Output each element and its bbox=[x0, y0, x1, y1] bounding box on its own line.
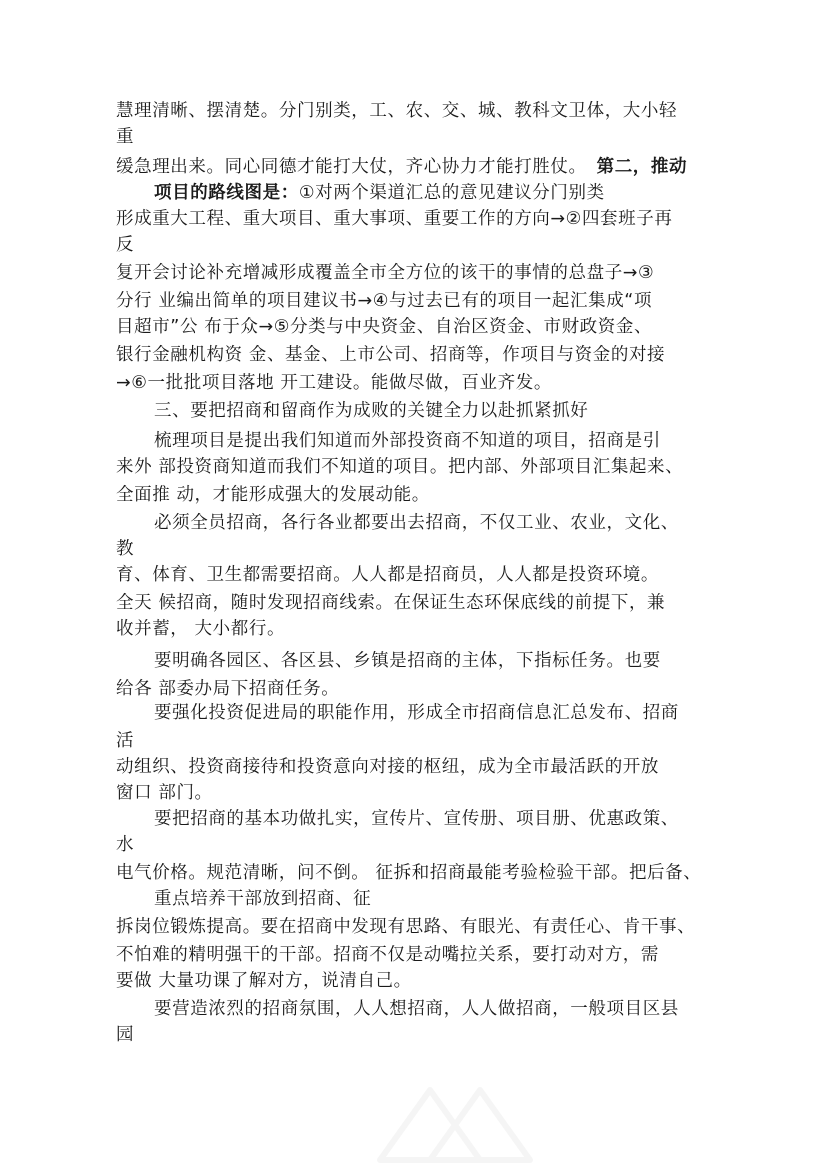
text-line: 给各 部委办局下招商任务。 bbox=[116, 679, 340, 699]
bold-heading-run: 第二，推动 bbox=[596, 157, 688, 177]
text-line: 育、体育、卫生都需要招商。人人都是招商员，人人都是投资环境。 bbox=[116, 565, 659, 585]
text-line: 必须全员招商，各行各业都要出去招商，不仅工业、农业，文化、 bbox=[154, 513, 679, 533]
text-line: 重 bbox=[116, 127, 135, 147]
text-line: 目超市”公 布于众→⑤分类与中央资金、自治区资金、市财政资金、 bbox=[116, 317, 653, 337]
text-line: 动组织、投资商接待和投资意向对接的枢纽，成为全市最活跃的开放 bbox=[116, 757, 659, 777]
text-line: 收并蓄， 大小都行。 bbox=[116, 619, 286, 639]
text-line: 慧理清晰、摆清楚。分门别类，工、农、交、城、教科文卫体，大小轻 bbox=[116, 101, 678, 121]
text-line: 不怕难的精明强干的干部。招商不仅是动嘴拉关系，要打动对方，需 bbox=[116, 945, 659, 965]
text-line: 全天 候招商，随时发现招商线索。在保证生态环保底线的前提下，兼 bbox=[116, 593, 666, 613]
text-line: 来外 部投资商知道而我们不知道的项目。把内部、外部项目汇集起来、 bbox=[116, 457, 684, 477]
text-line bbox=[116, 154, 687, 180]
text-line: 形成重大工程、重大项目、重大事项、重要工作的方向→②四套班子再 bbox=[116, 209, 673, 229]
text-run: 缓急理出来。同心同德才能打大仗，齐心协力才能打胜仗。 bbox=[116, 157, 587, 177]
text-line: 要明确各园区、各区县、乡镇是招商的主体，下指标任务。也要 bbox=[154, 651, 661, 671]
text-line bbox=[154, 180, 605, 206]
text-line: 电气价格。规范清晰，问不倒。 征拆和招商最能考验检验干部。把后备、 bbox=[116, 863, 702, 883]
text-line: 全面推 动，才能形成强大的发展动能。 bbox=[116, 485, 430, 505]
text-line: 窗口 部门。 bbox=[116, 783, 213, 803]
text-line: 拆岗位锻炼提高。要在招商中发现有思路、有眼光、有责任心、肯干事、 bbox=[116, 917, 696, 937]
text-run: ①对两个渠道汇总的意见建议分门别类 bbox=[298, 183, 605, 203]
text-line: 园 bbox=[116, 1025, 135, 1045]
text-line: 银行金融机构资 金、基金、上市公司、招商等，作项目与资金的对接 bbox=[116, 345, 666, 365]
text-line: 要把招商的基本功做扎实，宣传片、宣传册、项目册、优惠政策、 bbox=[154, 809, 679, 829]
bold-heading-run: 项目的路线图是： bbox=[154, 183, 299, 203]
text-line: 复开会讨论补充增减形成覆盖全市全方位的该干的事情的总盘子→③ bbox=[116, 263, 655, 283]
text-line: →⑥一批批项目落地 开工建设。能做尽做，百业齐发。 bbox=[116, 373, 552, 393]
text-line: 要营造浓烈的招商氛围，人人想招商，人人做招商，一般项目区县 bbox=[154, 999, 679, 1019]
watermark-logo-icon bbox=[360, 1060, 550, 1170]
text-line: 活 bbox=[116, 731, 135, 751]
text-line: 重点培养干部放到招商、征 bbox=[154, 889, 372, 909]
text-line: 要做 大量功课了解对方，说清自己。 bbox=[116, 971, 412, 991]
section-heading: 三、要把招商和留商作为成败的关键全力以赴抓紧抓好 bbox=[154, 401, 589, 421]
text-line: 教 bbox=[116, 539, 135, 559]
text-line: 反 bbox=[116, 235, 135, 255]
text-line: 水 bbox=[116, 835, 135, 855]
text-line: 要强化投资促进局的职能作用，形成全市招商信息汇总发布、招商 bbox=[154, 703, 679, 723]
text-line: 梳理项目是提出我们知道而外部投资商不知道的项目，招商是引 bbox=[154, 431, 661, 451]
text-line: 分行 业编出简单的项目建议书→④与过去已有的项目一起汇集成“项 bbox=[116, 291, 653, 311]
